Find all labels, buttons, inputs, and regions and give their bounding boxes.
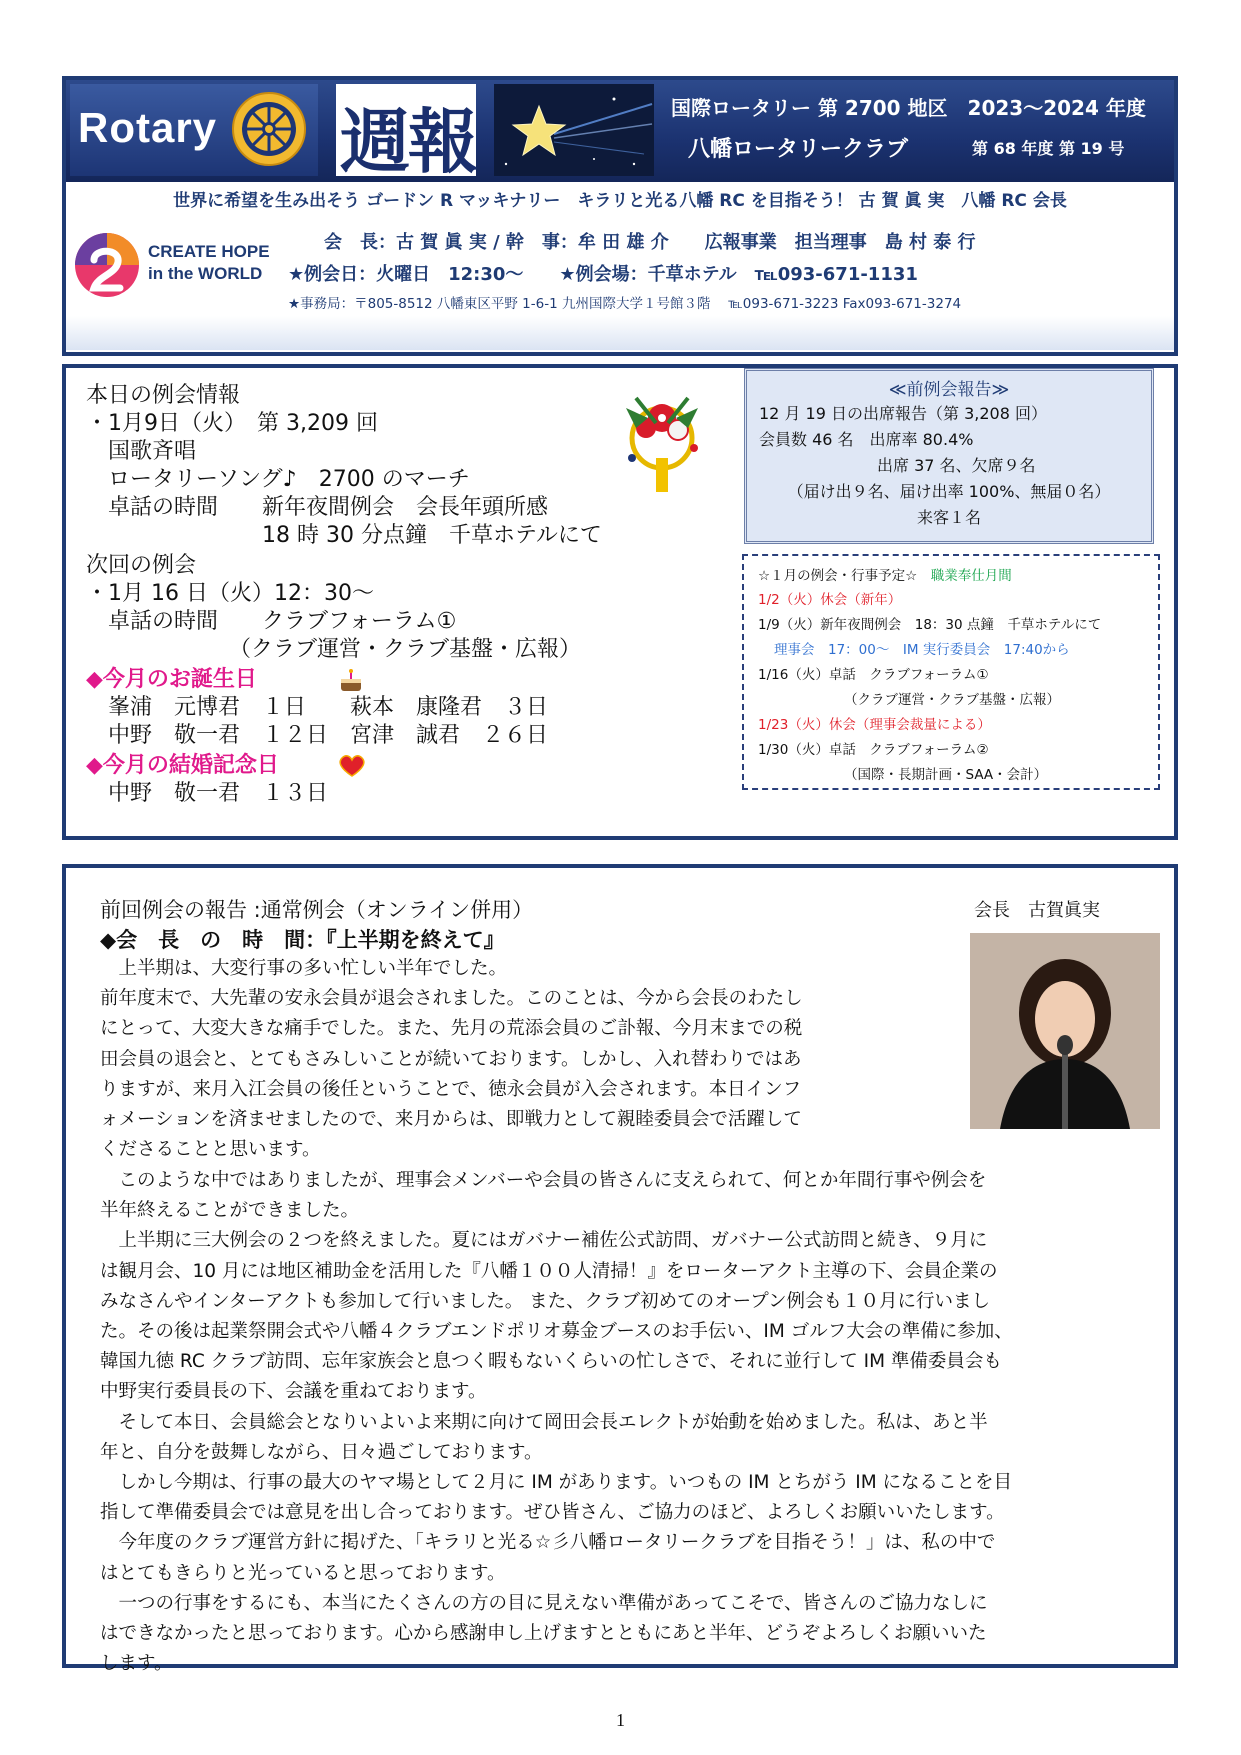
article-line: にとって、大変大きな痛手でした。また、先月の荒添会員のご訃報、今月末までの税 [100, 1018, 803, 1040]
schedule-item: 1/9（火）新年夜間例会 18：30 点鐘 千草ホテルにて [758, 617, 1102, 633]
president-photo [970, 933, 1160, 1129]
article-line: このような中ではありましたが、理事会メンバーや会員の皆さんに支えられて、何とか年間行事や例会を [100, 1170, 987, 1191]
birthday-line: 峯浦 元博君 １日 萩本 康隆君 ３日 [86, 695, 549, 720]
district-year: 国際ロータリー 第 2700 地区 2023～2024 年度 [671, 96, 1146, 120]
article-line: ォメーションを済ませましたので、来月からは、即戦力として親睦委員会で活躍して [100, 1109, 802, 1131]
schedule-item: 1/30（火）卓話 クラブフォーラム② [758, 742, 989, 758]
today-line: ロータリーソング♪ 2700 のマーチ [86, 467, 470, 492]
create-hope-line1: CREATE HOPE [148, 242, 270, 261]
new-year-decoration-icon [606, 378, 718, 498]
motto: 世界に希望を生み出そう ゴードン R マッキナリー キラリと光る八幡 RC を目指そう！ 古 賀 眞 実 八幡 RC 会長 [173, 191, 1067, 211]
schedule-item: （クラブ運営・クラブ基盤・広報） [844, 692, 1060, 708]
article-title: 前回例会の報告 :通常例会（オンライン併用） [100, 898, 534, 922]
schedule-title-text: ☆１月の例会・行事予定☆ [758, 568, 918, 584]
next-heading: 次回の例会 [86, 553, 197, 578]
meeting-info-box [62, 364, 1178, 840]
anniversary-heading: ◆今月の結婚記念日 [86, 753, 279, 778]
today-line: ・1月9日（火） 第 3,209 回 [86, 411, 378, 436]
article-line: そして本日、会員総会となりいよいよ来期に向けて岡田会長エレクトが始動を始めました。私は、あと半 [100, 1411, 988, 1433]
office-info: ★事務局：〒805-8512 八幡東区平野 1-6-1 九州国際大学１号館３階 ℡093-671-3223 Fax093-671-3274 [288, 296, 962, 312]
anniversary-line: 中野 敬一君 １３日 [86, 781, 329, 806]
star-illustration [494, 84, 654, 176]
rotary-wheel-icon [230, 90, 308, 168]
newsletter-title: 週報 [340, 101, 476, 183]
page-number: 1 [616, 1710, 625, 1730]
article-line: みなさんやインターアクトも参加して行いました。 また、クラブ初めてのオープン例会も１０月に行いまし [100, 1290, 990, 1312]
article-line: りますが、来月入江会員の後任ということで、徳永会員が入会されます。本日インフ [100, 1078, 802, 1100]
article-line: 中野実行委員長の下、会議を重ねております。 [100, 1381, 487, 1403]
heart-icon [338, 754, 366, 778]
article-author: 会長 古賀眞実 [974, 900, 1100, 921]
schedule-item: 1/16（火）卓話 クラブフォーラム① [758, 667, 989, 683]
birthday-line: 中野 敬一君 １２日 宮津 誠君 ２６日 [86, 723, 549, 748]
birthday-heading: ◆今月のお誕生日 [86, 667, 257, 692]
article-line: 年と、自分を鼓舞しながら、日々過ごしております。 [100, 1441, 543, 1463]
article-line: しかし今期は、行事の最大のヤマ場として２月に IM があります。いつもの IM とちがう IM になることを目 [100, 1472, 1013, 1494]
meeting-info: ★例会日：火曜日 12:30～ ★例会場：千草ホテル ℡093-671-1131 [288, 264, 918, 285]
header-banner [66, 80, 1174, 182]
january-schedule [742, 554, 1160, 790]
prev-report-line: 出席 37 名、欠席９名 [877, 456, 1036, 475]
today-line: 卓話の時間 新年夜間例会 会長年頭所感 [86, 495, 549, 520]
president-portrait-image [970, 933, 1160, 1129]
prev-report-line: 会員数 46 名 出席率 80.4% [759, 430, 974, 449]
article-body-narrow [100, 954, 970, 1165]
create-hope-line2: in the WORLD [148, 264, 263, 283]
today-heading: 本日の例会情報 [86, 383, 241, 408]
rotary-logo-text: Rotary [78, 104, 218, 151]
newsletter-header [62, 76, 1178, 356]
next-line: 卓話の時間 クラブフォーラム① [86, 609, 457, 634]
previous-meeting-report [744, 368, 1154, 544]
article-line: 上半期は、大変行事の多い忙しい半年でした。 [100, 958, 508, 979]
prev-report-title: ≪前例会報告≫ [888, 380, 1010, 400]
prev-report-line: 来客１名 [916, 508, 981, 527]
report-article [62, 864, 1178, 1675]
article-line: 韓国九徳 RC クラブ訪問、忘年家族会と息つく暇もないくらいの忙しさで、それに並行して IM 準備委員会も [100, 1351, 1002, 1373]
article-line: はできなかったと思っております。心から感謝申し上げますとともにあと半年、どうぞよろしくお願いいた [100, 1623, 987, 1645]
schedule-theme: 職業奉仕月間 [930, 568, 1012, 584]
title-box [336, 84, 476, 183]
prev-report-line: 12 月 19 日の出席報告（第 3,208 回） [759, 404, 1047, 423]
cake-icon [338, 668, 364, 694]
article-line: 前年度末で、大先輩の安永会員が退会されました。このことは、今から会長のわたし [100, 988, 803, 1010]
article-line: はとてもきらりと光っていると思っております。 [100, 1562, 506, 1584]
prev-report-line: （届け出９名、届け出率 100%、無届０名） [787, 482, 1111, 501]
article-line: 一つの行事をするにも、本当にたくさんの方の目に見えない準備があってこそで、皆さんのご協力なしに [100, 1592, 988, 1614]
shooting-star-icon [494, 84, 654, 176]
article-line: 田会員の退会と、とてもさみしいことが続いております。しかし、入れ替わりではあ [100, 1048, 802, 1070]
article-line: 上半期に三大例会の２つを終えました。夏にはガバナー補佐公式訪問、ガバナー公式訪問と続き、９月に [100, 1230, 988, 1252]
today-line: 18 時 30 分点鐘 千草ホテルにて [86, 523, 602, 548]
today-line: 国歌斉唱 [86, 439, 197, 464]
article-line: た。その後は起業祭開会式や八幡４クラブエンドポリオ募金ブースのお手伝い、IM ゴルフ大会の準備に参加、 [100, 1321, 1013, 1343]
schedule-item: 1/23（火）休会（理事会裁量による） [758, 717, 991, 733]
article-line: します。 [100, 1653, 173, 1675]
rotary-logo [70, 84, 318, 176]
next-line: （クラブ運営・クラブ基盤・広報） [86, 637, 582, 662]
schedule-item: 1/2（火）休会（新年） [758, 592, 902, 608]
article-line: 指して準備委員会では意見を出し合っております。ぜひ皆さん、ご協力のほど、よろしくお願いいたします。 [100, 1502, 1005, 1524]
officers-line: 会 長：古 賀 眞 実 / 幹 事：牟 田 雄 介 広報事業 担当理事 島 村 泰 行 [324, 232, 976, 253]
schedule-item: 理事会 17：00～ IM 実行委員会 17:40から [774, 642, 1070, 658]
schedule-title [758, 564, 1012, 589]
schedule-item: （国際・長期計画・SAA・会計） [844, 767, 1048, 783]
club-name: 八幡ロータリークラブ [688, 137, 909, 162]
article-line: は観月会、10 月には地区補助金を活用した『八幡１００人清掃！』をローターアクト主導の下、会員企業の [100, 1260, 998, 1282]
article-body-wide [100, 1166, 1160, 1679]
create-hope-icon [72, 230, 142, 300]
article-line: 半年終えることができました。 [100, 1200, 360, 1222]
header-shade [66, 316, 1174, 350]
article-line: 今年度のクラブ運営方針に掲げた、「キラリと光る☆彡八幡ロータリークラブを目指そう！」は、私の中で [100, 1532, 996, 1554]
article-line: くださることと思います。 [100, 1139, 321, 1161]
article-subtitle: ◆会 長 の 時 間：『上半期を終えて』 [100, 928, 505, 952]
next-line: ・1月 16 日（火）12：30～ [86, 581, 374, 606]
issue-number: 第 68 年度 第 19 号 [972, 139, 1125, 158]
